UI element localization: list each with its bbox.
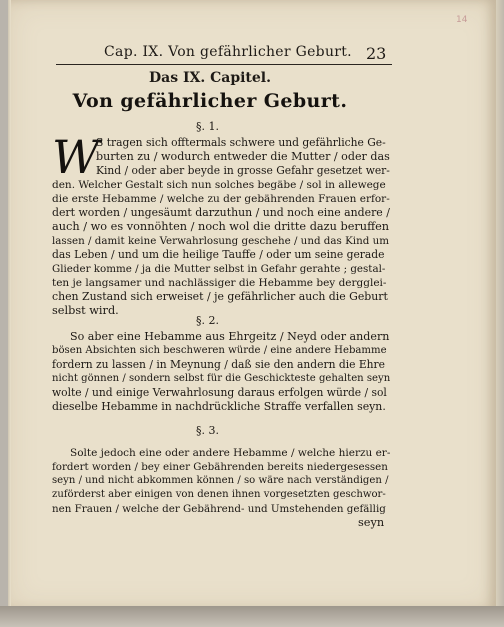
paragraph-line: bösen Absichten sich beschweren würde / eine andere Hebamme — [52, 345, 387, 356]
paragraph-line: chen Zustand sich erweiset / je gefährlicher auch die Geburt — [52, 290, 388, 303]
paragraph-line: lassen / damit keine Verwahrlosung geschehe / und das Kind um — [52, 235, 389, 247]
section-mark-1: §. 1. — [196, 120, 219, 133]
section-mark-2: §. 2. — [196, 314, 219, 327]
paragraph-line: zuförderst aber einigen von denen ihnen vorgesetzten geschwor- — [52, 489, 386, 500]
paragraph-line: Solte jedoch eine oder andere Hebamme / welche hierzu er- — [70, 447, 391, 459]
header-rule — [56, 64, 392, 65]
chapter-title: Von gefährlicher Geburt. — [72, 90, 348, 112]
paragraph-line: fordert worden / bey einer Gebährenden bereits niedergesessen — [52, 461, 388, 473]
paragraph-line: nen Frauen / welche der Gebährend- und Umstehenden gefällig — [52, 503, 386, 515]
running-title: Cap. IX. Von gefährlicher Geburt. — [104, 44, 352, 60]
paragraph-line: auch / wo es vonnöhten / noch wol die dritte dazu beruffen — [52, 220, 390, 233]
page-edge — [496, 0, 504, 610]
paragraph-line: nicht gönnen / sondern selbst für die Geschickteste gehalten seyn — [52, 373, 391, 384]
paragraph-line: seyn / und nicht abkommen können / so wäre nach verständigen / — [52, 475, 389, 486]
page-shadow — [0, 606, 504, 627]
paragraph-line: seyn — [358, 516, 385, 529]
paragraph-line: Glieder komme / ja die Mutter selbst in Gefahr gerahte ; gestal- — [52, 263, 386, 275]
drop-cap: W — [52, 130, 100, 184]
paragraph-line: Kind / oder aber beyde in grosse Gefahr gesetzet wer- — [96, 164, 390, 177]
paragraph-line: das Leben / und um die heilige Tauffe / oder um seine gerade — [52, 248, 385, 261]
paragraph-line: ten je langsamer und nachlässiger die Hebamme bey dergglei- — [52, 277, 387, 289]
paragraph-line: So aber eine Hebamme aus Ehrgeitz / Neyd oder andern — [70, 330, 390, 343]
paragraph-line: selbst wird. — [52, 304, 119, 317]
paragraph-line: burten zu / wodurch entweder die Mutter / oder das — [96, 150, 390, 163]
folio-annotation: 14 — [456, 15, 468, 25]
section-mark-3: §. 3. — [196, 424, 219, 437]
chapter-label: Das IX. Capitel. — [148, 70, 271, 86]
paragraph-line: den. Welcher Gestalt sich nun solches begäbe / sol in allewege — [52, 179, 386, 191]
paragraph-line: wolte / und einige Verwahrlosung daraus erfolgen würde / sol — [52, 386, 387, 399]
paragraph-line: dieselbe Hebamme in nachdrückliche Straffe verfallen seyn. — [52, 400, 386, 413]
paragraph-line: dert worden / ungesäumt darzuthun / und noch eine andere / — [52, 206, 390, 219]
paragraph-line: die erste Hebamme / welche zu der gebährenden Frauen erfor- — [52, 193, 390, 205]
paragraph-line: fordern zu lassen / in Meynung / daß sie den andern die Ehre — [52, 358, 385, 371]
page-number: 23 — [366, 44, 387, 63]
paragraph-line: S tragen sich offtermals schwere und gefährliche Ge- — [96, 136, 386, 149]
